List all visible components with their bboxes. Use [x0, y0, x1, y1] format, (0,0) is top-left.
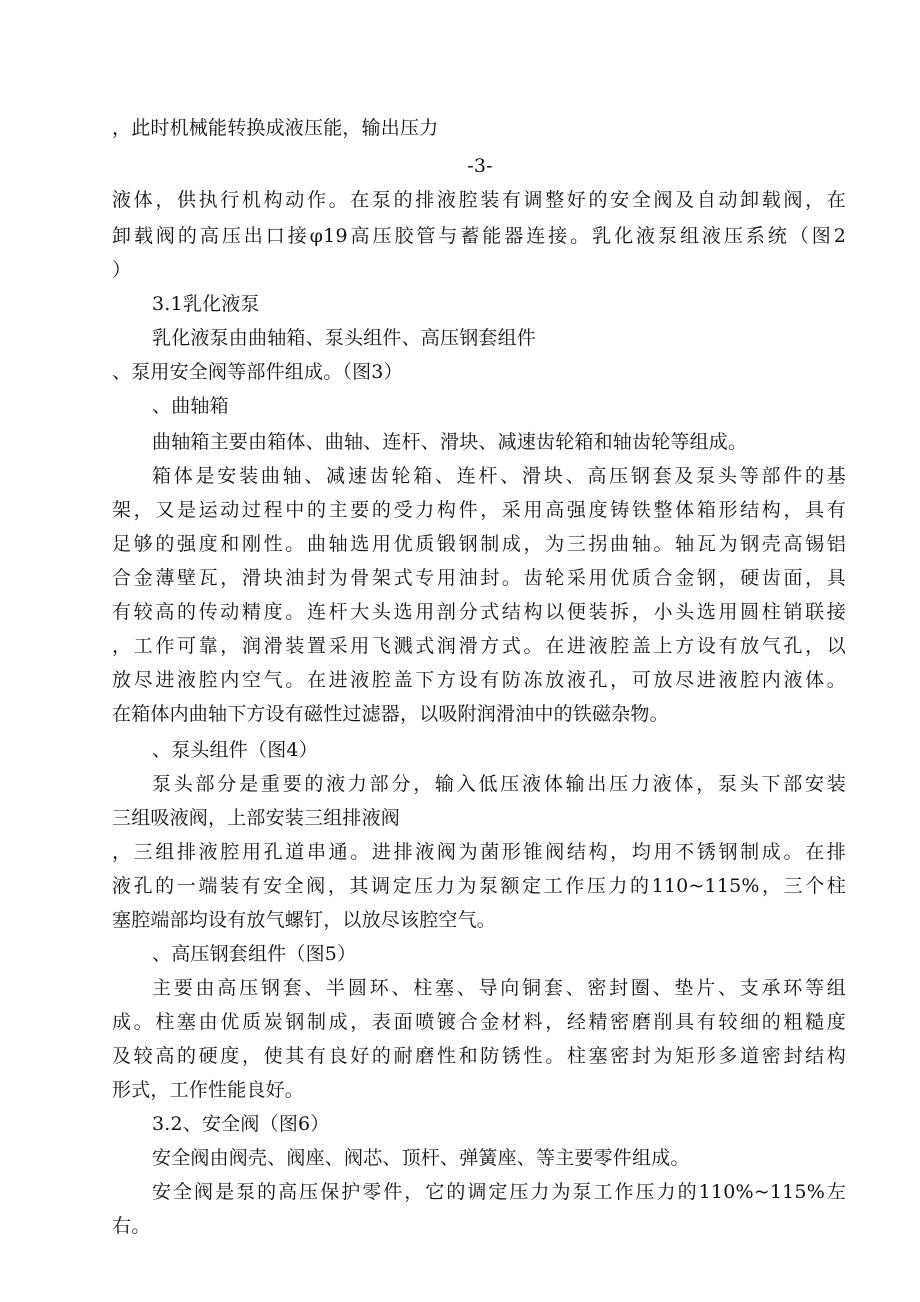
text-line-25: 主要由高压钢套、半圆环、柱塞、导向铜套、密封圈、垫片、支承环等组 — [152, 977, 846, 999]
page-number: -3- — [467, 155, 493, 177]
text-line-28: 形式，工作性能良好。 — [112, 1079, 305, 1101]
text-line-7: 、泵用安全阀等部件组成。（图3） — [112, 361, 403, 383]
subheading-pump-head: 、泵头组件（图4） — [152, 739, 318, 761]
text-line-15: ，工作可靠，润滑装置采用飞溅式润滑方式。在进液腔盖上方设有放气孔，以 — [112, 635, 846, 657]
text-line-6: 乳化液泵由曲轴箱、泵头组件、高压钢套组件 — [152, 327, 537, 349]
text-line-1: ，此时机械能转换成液压能，输出压力 — [112, 117, 439, 139]
text-line-16: 放尽进液腔内空气。在进液腔盖下方设有防冻放液孔，可放尽进液腔内液体。 — [112, 669, 846, 691]
text-line-4: ） — [112, 259, 132, 281]
text-line-10: 箱体是安装曲轴、减速齿轮箱、连杆、滑块、高压钢套及泵头等部件的基 — [152, 465, 846, 487]
text-line-12: 足够的强度和刚性。曲轴选用优质锻钢制成，为三拐曲轴。轴瓦为钢壳高锡铝 — [112, 533, 846, 555]
section-heading-3-2: 3.2、安全阀（图6） — [152, 1113, 330, 1135]
text-line-23: 塞腔端部均设有放气螺钉，以放尽该腔空气。 — [112, 909, 497, 931]
text-line-17: 在箱体内曲轴下方设有磁性过滤器，以吸附润滑油中的铁磁杂物。 — [112, 703, 669, 725]
text-line-22: 液孔的一端装有安全阀，其调定压力为泵额定工作压力的110~115%，三个柱 — [112, 875, 846, 897]
text-line-11: 架，又是运动过程中的主要的受力构件，采用高强度铸铁整体箱形结构，具有 — [112, 499, 846, 521]
text-line-26: 成。柱塞由优质炭钢制成，表面喷镀合金材料，经精密磨削具有较细的粗糙度 — [112, 1011, 846, 1033]
text-line-21: ，三组排液腔用孔道串通。进排液阀为菌形锥阀结构，均用不锈钢制成。在排 — [112, 841, 846, 863]
text-line-19: 泵头部分是重要的液力部分，输入低压液体输出压力液体，泵头下部安装 — [152, 773, 846, 795]
text-line-2: 液体，供执行机构动作。在泵的排液腔装有调整好的安全阀及自动卸载阀，在 — [112, 189, 846, 211]
text-line-13: 合金薄壁瓦，滑块油封为骨架式专用油封。齿轮采用优质合金钢，硬齿面，具 — [112, 567, 846, 589]
text-line-14: 有较高的传动精度。连杆大头选用剖分式结构以便装拆，小头选用圆柱销联接 — [112, 601, 846, 623]
text-line-31: 安全阀是泵的高压保护零件，它的调定压力为泵工作压力的110%~115%左 — [152, 1181, 846, 1203]
section-heading-3-1: 3.1乳化液泵 — [152, 293, 260, 315]
subheading-high-pressure-sleeve: 、高压钢套组件（图5） — [152, 943, 357, 965]
text-line-9: 曲轴箱主要由箱体、曲轴、连杆、滑块、减速齿轮箱和轴齿轮等组成。 — [152, 431, 748, 453]
text-line-20: 三组吸液阀，上部安装三组排液阀 — [112, 807, 401, 829]
text-line-27: 及较高的硬度，使其有良好的耐磨性和防锈性。柱塞密封为矩形多道密封结构 — [112, 1045, 846, 1067]
text-line-3: 卸载阀的高压出口接φ19高压胶管与蓄能器连接。乳化液泵组液压系统（图2 — [112, 225, 846, 247]
text-line-32: 右。 — [112, 1215, 151, 1237]
subheading-crankcase: 、曲轴箱 — [152, 395, 229, 417]
text-line-30: 安全阀由阀壳、阀座、阀芯、顶杆、弹簧座、等主要零件组成。 — [152, 1147, 690, 1169]
